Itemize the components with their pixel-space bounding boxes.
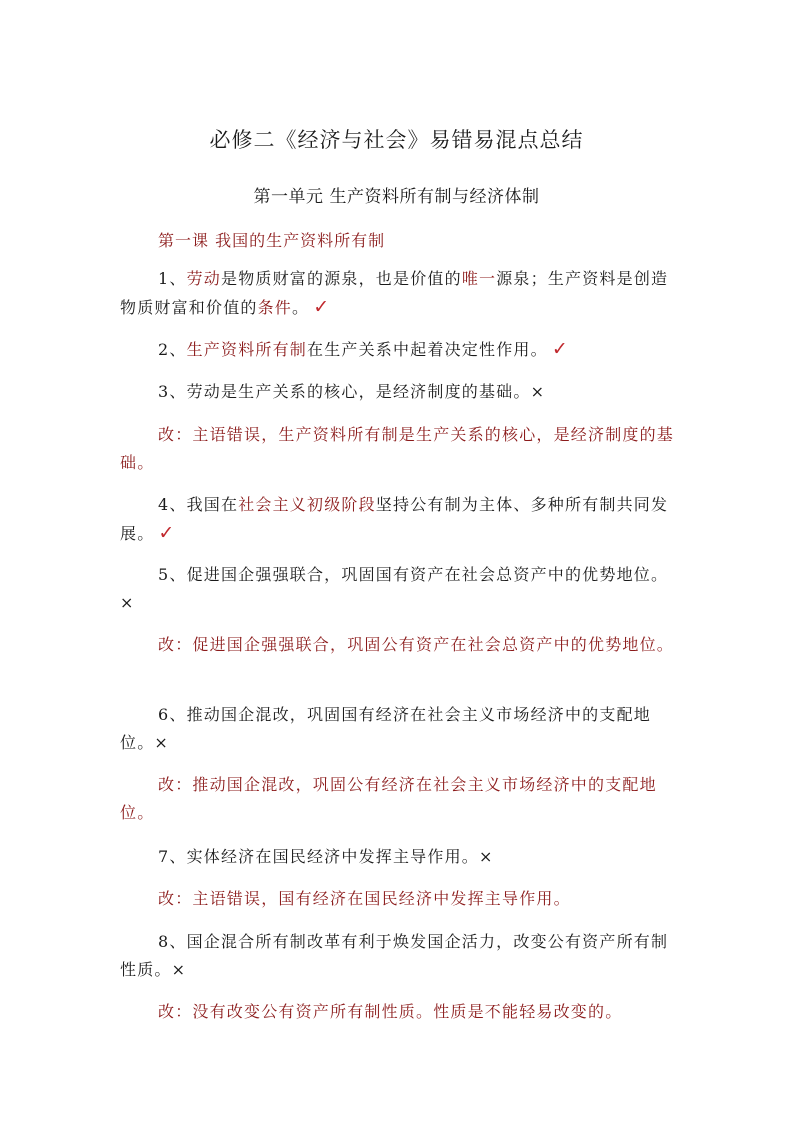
item-5-correction: 改：促进国企强强联合，巩固公有资产在社会总资产中的优势地位。 <box>158 635 675 654</box>
item-3: 3、劳动是生产关系的核心，是经济制度的基础。× <box>158 382 546 401</box>
check-mark-icon: ✓ <box>551 338 569 360</box>
document-title: 必修二《经济与社会》易错易混点总结 <box>209 128 584 152</box>
item-5: 5、促进国企强强联合，巩固国有资产在社会总资产中的优势地位。× <box>120 565 669 612</box>
item-3-correction: 改：主语错误，生产资料所有制是生产关系的核心，是经济制度的基础。 <box>120 425 675 472</box>
item-8-correction: 改：没有改变公有资产所有制性质。性质是不能轻易改变的。 <box>158 1002 623 1021</box>
item-2: 2、生产资料所有制在生产关系中起着决定性作用。 ✓ <box>158 338 569 360</box>
item-4: 4、我国在社会主义初级阶段坚持公有制为主体、多种所有制共同发展。 ✓ <box>120 495 669 544</box>
item-6: 6、推动国企混改，巩固国有经济在社会主义市场经济中的支配地位。× <box>120 705 651 752</box>
unit-heading: 第一单元 生产资料所有制与经济体制 <box>253 187 540 207</box>
item-7: 7、实体经济在国民经济中发挥主导作用。× <box>158 847 494 866</box>
check-mark-icon: ✓ <box>313 296 331 318</box>
item-1: 1、劳动是物质财富的源泉，也是价值的唯一源泉；生产资料是创造物质财富和价值的条件。 ✓ <box>120 269 669 318</box>
item-7-correction: 改：主语错误，国有经济在国民经济中发挥主导作用。 <box>158 889 571 908</box>
item-8: 8、国企混合所有制改革有利于焕发国企活力，改变公有资产所有制性质。× <box>120 932 669 979</box>
item-6-correction: 改：推动国企混改，巩固公有经济在社会主义市场经济中的支配地位。 <box>120 775 657 822</box>
check-mark-icon: ✓ <box>158 522 176 544</box>
lesson-heading: 第一课 我国的生产资料所有制 <box>158 231 386 250</box>
